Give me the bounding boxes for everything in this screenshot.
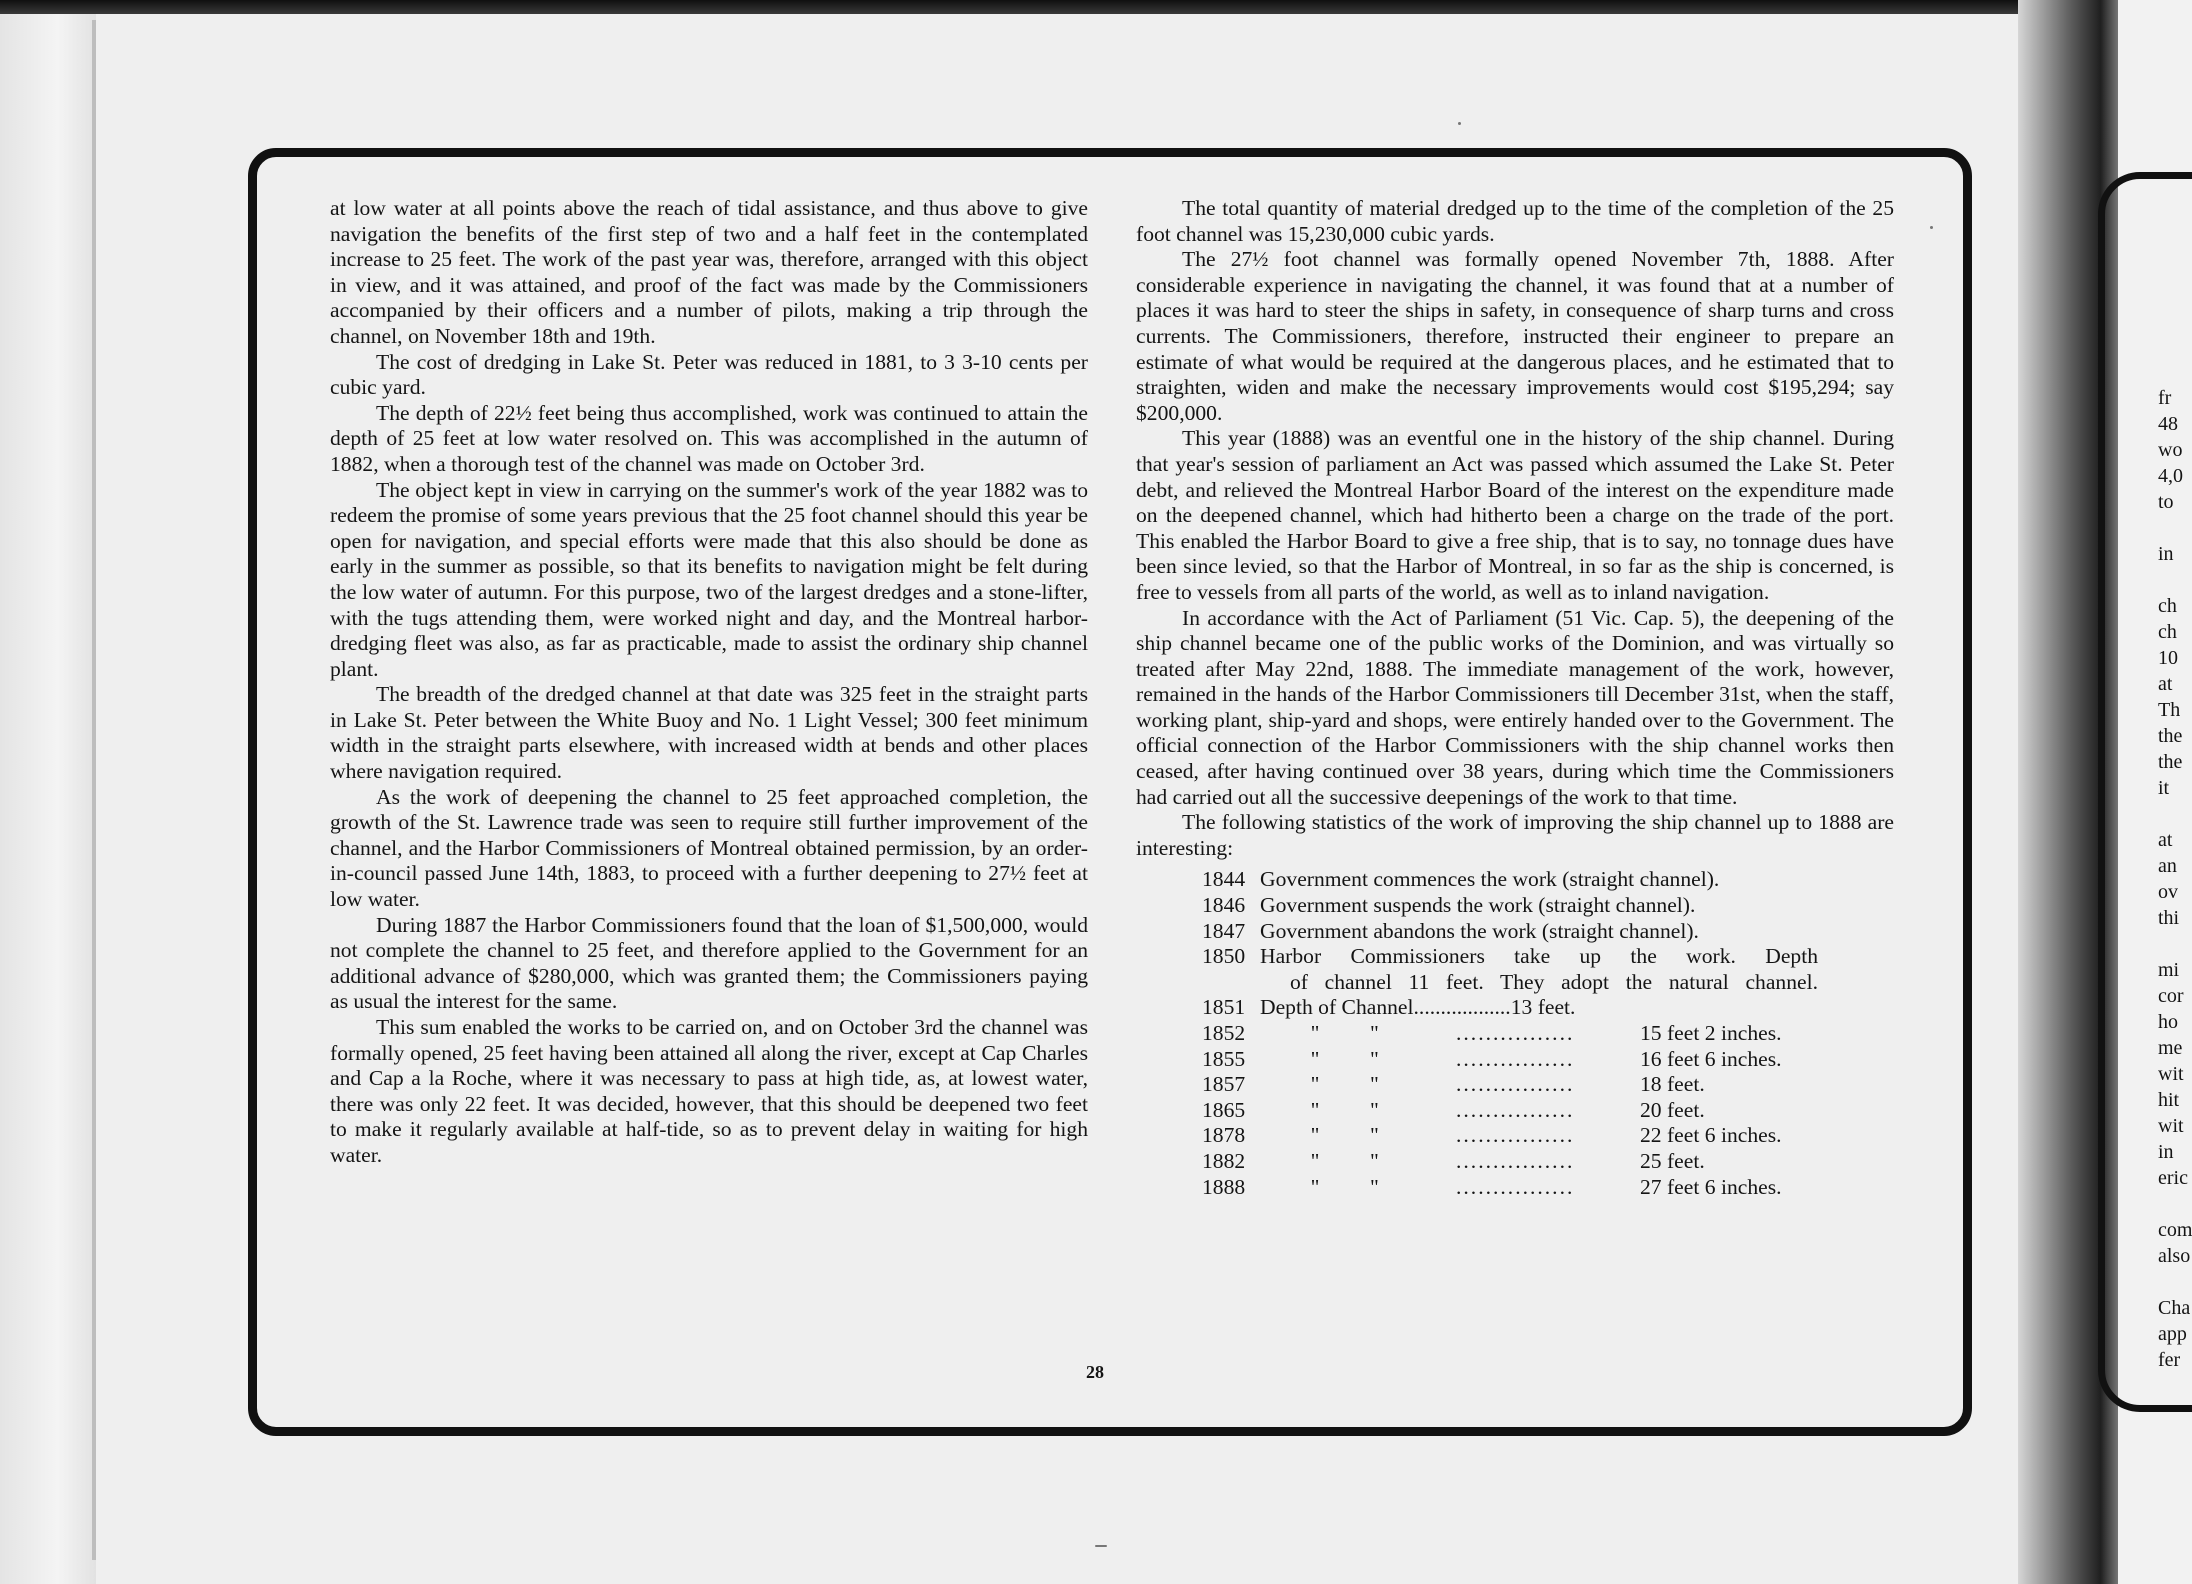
next-page-fragment: ch xyxy=(2158,621,2177,643)
next-page-fragment: wo xyxy=(2158,439,2183,461)
ditto-mark: " xyxy=(1310,1021,1320,1045)
right-column xyxy=(1136,196,1894,1200)
next-page-fragment: com xyxy=(2158,1219,2192,1241)
next-page-fragment: wit xyxy=(2158,1063,2184,1085)
next-page-fragment xyxy=(2158,931,2192,957)
paragraph: The 27½ foot channel was formally opened November 7th, 1888. After considerable experience in navigating the channel, it was found that at a number of places it was hard to steer the ships in safety, in consequence of sharp turns and cross currents. The Commissioners, therefore, instructed their engineer to prepare an estimate of what would be required at the dangerous places, and he estimated that to straighten, widen and make the necessary improvements would cost $195,294; say $200,000. xyxy=(1136,247,1894,425)
next-page-fragment: it xyxy=(2158,777,2170,799)
next-page-fragment: eric xyxy=(2158,1167,2188,1189)
ditto-mark: " xyxy=(1370,1072,1379,1097)
statistics-list xyxy=(1202,867,1818,1200)
statistics-depth-value: 13 feet. xyxy=(1510,995,1576,1020)
ditto-mark: " xyxy=(1370,1097,1379,1122)
ditto-mark: " xyxy=(1370,1148,1379,1173)
statistics-year: 1865 xyxy=(1202,1097,1246,1122)
next-page-fragment: the xyxy=(2158,725,2183,747)
statistics-depth-value: 18 feet. xyxy=(1640,1072,1705,1097)
next-page-fragment: app xyxy=(2158,1323,2187,1345)
leader-dots: ................ xyxy=(1456,1123,1575,1148)
ditto-mark: " xyxy=(1310,1046,1320,1071)
statistics-depth-value: 27 feet 6 inches. xyxy=(1640,1174,1782,1199)
statistics-depth-value: 20 feet. xyxy=(1640,1097,1705,1122)
next-page-fragment: the xyxy=(2158,751,2183,773)
paragraph: The object kept in view in carrying on the summer's work of the year 1882 was to redeem the promise of some years previous that the 25 foot channel should this year be open for navigation, and special efforts were made that this also should be done as early in the summer as possible, so that its benefits to navigation might be felt during the low water of autumn. For this purpose, two of the largest dredges and a stone-lifter, with the tugs attending them, were worked night and day, and the Montreal harbor-dredging fleet was also, as far as practicable, made to assist the ordinary ship channel plant. xyxy=(330,477,1088,681)
statistics-year: 1852 xyxy=(1202,1021,1246,1045)
next-page-fragment xyxy=(2158,1269,2192,1295)
next-page-fragment: in xyxy=(2158,1141,2174,1163)
scan-speck xyxy=(1458,122,1461,125)
statistics-row xyxy=(1202,1098,1818,1124)
paragraph: This year (1888) was an eventful one in the history of the ship channel. During that year's session of parliament an Act was passed which assumed the Lake St. Peter debt, and relieved the Montreal Harbor Board of the interest on the expenditure made on the deepened channel, which had hitherto been a charge on the trade of the port. This enabled the Harbor Board to give a free ship, that is to say, no tonnage dues have been since levied, so that the Harbor of Montreal, in so far as the ship is concerned, is free to vessels from all parts of the world, as well as to inland navigation. xyxy=(1136,426,1894,604)
ditto-mark: " xyxy=(1370,1046,1379,1071)
top-scan-band xyxy=(0,0,2192,14)
statistics-label: Depth of Channel xyxy=(1260,995,1414,1020)
statistics-event: Harbor Commissioners take up the work. Depth xyxy=(1260,944,1818,969)
statistics-row xyxy=(1202,893,1818,919)
left-column xyxy=(330,196,1088,1169)
statistics-row xyxy=(1202,867,1818,893)
next-page-fragment: an xyxy=(2158,855,2177,877)
ditto-mark: " xyxy=(1370,1021,1379,1045)
paragraph: The total quantity of material dredged up to the time of the completion of the 25 foot channel was 15,230,000 cubic yards. xyxy=(1136,196,1894,246)
left-margin-line xyxy=(92,20,96,1560)
next-page-fragment xyxy=(2158,515,2192,541)
next-page-fragment: me xyxy=(2158,1037,2183,1059)
next-page-fragment: ho xyxy=(2158,1011,2178,1033)
scan-speck xyxy=(1095,1545,1107,1547)
leader-dots: ................ xyxy=(1456,1046,1575,1071)
ditto-mark: " xyxy=(1310,1072,1320,1097)
paragraph: As the work of deepening the channel to 25 feet approached completion, the growth of the St. Lawrence trade was seen to require still further improvement of the channel, and the Harbor Commissioners of Montreal obtained permission, by an order-in-council passed June 14th, 1883, to proceed with a further deepening to 27½ feet at low water. xyxy=(330,784,1088,912)
paragraph: The following statistics of the work of improving the ship channel up to 1888 are interesting: xyxy=(1136,810,1894,860)
statistics-row xyxy=(1202,1175,1818,1201)
statistics-event: Government abandons the work (straight channel). xyxy=(1260,918,1699,943)
statistics-year: 1846 xyxy=(1202,893,1246,918)
next-page-fragment: to xyxy=(2158,491,2174,513)
next-page-fragment: cor xyxy=(2158,985,2184,1007)
next-page-fragment: 4,0 xyxy=(2158,465,2183,487)
leader-dots: ................ xyxy=(1456,1097,1575,1122)
next-page-fragment: fer xyxy=(2158,1349,2181,1371)
statistics-year: 1882 xyxy=(1202,1148,1246,1173)
next-page-fragment: Th xyxy=(2158,699,2181,721)
ditto-mark: " xyxy=(1370,1123,1379,1148)
statistics-depth-value: 16 feet 6 inches. xyxy=(1640,1046,1782,1071)
ditto-mark: " xyxy=(1310,1148,1320,1173)
ditto-mark: " xyxy=(1310,1123,1320,1148)
statistics-row xyxy=(1202,995,1818,1021)
leader-dots: .................. xyxy=(1413,995,1511,1020)
statistics-depth-value: 25 feet. xyxy=(1640,1148,1705,1173)
statistics-row xyxy=(1202,1021,1818,1047)
paragraph: During 1887 the Harbor Commissioners found that the loan of $1,500,000, would not complete the channel to 25 feet, and therefore applied to the Government for an additional advance of $280,000, which was granted them; the Commissioners paying as usual the interest for the same. xyxy=(330,912,1088,1014)
next-page-text-fragments xyxy=(2158,385,2192,1373)
next-page-fragment xyxy=(2158,1191,2192,1217)
statistics-event: Government suspends the work (straight channel). xyxy=(1260,893,1696,918)
statistics-event: Government commences the work (straight channel). xyxy=(1260,867,1720,892)
leader-dots: ................ xyxy=(1456,1021,1575,1045)
next-page-fragment xyxy=(2158,567,2192,593)
paragraph: The depth of 22½ feet being thus accomplished, work was continued to attain the depth of 25 feet at low water resolved on. This was accomplished in the autumn of 1882, when a thorough test of the channel was made on October 3rd. xyxy=(330,400,1088,476)
statistics-row xyxy=(1202,1149,1818,1175)
paragraph: This sum enabled the works to be carried on, and on October 3rd the channel was formally opened, 25 feet having been attained all along the river, except at Cap Charles and Cap a la Roche, where it was necessary to pass at high tide, as, at lowest water, there was only 22 feet. It was decided, however, that this should be deepened two feet to make it regularly available at half-tide, so as to prevent delay in waiting for high water. xyxy=(330,1015,1088,1167)
page-number: 28 xyxy=(1086,1362,1104,1382)
next-page-fragment: ch xyxy=(2158,595,2177,617)
next-page-fragment: at xyxy=(2158,829,2173,851)
next-page-fragment: also xyxy=(2158,1245,2191,1267)
statistics-year: 1847 xyxy=(1202,918,1246,943)
ditto-mark: " xyxy=(1310,1097,1320,1122)
statistics-year: 1855 xyxy=(1202,1046,1246,1071)
statistics-year: 1851 xyxy=(1202,995,1246,1020)
next-page-fragment: ov xyxy=(2158,881,2178,903)
statistics-row xyxy=(1202,919,1818,945)
next-page-fragment xyxy=(2158,801,2192,827)
next-page-fragment: at xyxy=(2158,673,2173,695)
scan-speck xyxy=(1930,226,1933,229)
leader-dots: ................ xyxy=(1456,1174,1575,1199)
statistics-row xyxy=(1202,1123,1818,1149)
statistics-year: 1888 xyxy=(1202,1174,1246,1199)
paragraph: In accordance with the Act of Parliament (51 Vic. Cap. 5), the deepening of the ship channel became one of the public works of the Dominion, and was virtually so treated after May 22nd, 1888. The immediate management of the work, however, remained in the hands of the Harbor Commissioners till December 31st, when the staff, working plant, ship-yard and shops, were entirely handed over to the Government. The official connection of the Harbor Commissioners with the ship channel works then ceased, after having continued over 38 years, during which time the Commissioners had carried out all the successive deepenings of the work to that time. xyxy=(1136,605,1894,809)
ditto-mark: " xyxy=(1310,1174,1320,1199)
next-page-fragment: hit xyxy=(2158,1089,2180,1111)
statistics-depth-value: 22 feet 6 inches. xyxy=(1640,1123,1782,1148)
next-page-fragment: 10 xyxy=(2158,647,2178,669)
statistics-row xyxy=(1202,944,1818,970)
statistics-year: 1857 xyxy=(1202,1072,1246,1097)
right-column-paragraphs xyxy=(1136,196,1894,861)
ditto-mark: " xyxy=(1370,1174,1379,1199)
statistics-row xyxy=(1202,1047,1818,1073)
paragraph: The breadth of the dredged channel at that date was 325 feet in the straight parts in Lake St. Peter between the White Buoy and No. 1 Light Vessel; 300 feet minimum width in the straight parts elsewhere, with increased width at bends and other places where navigation required. xyxy=(330,682,1088,784)
next-page-fragment: mi xyxy=(2158,959,2180,981)
next-page-fragment: Cha xyxy=(2158,1297,2191,1319)
next-page-fragment: thi xyxy=(2158,907,2180,929)
statistics-depth-value: 15 feet 2 inches. xyxy=(1640,1021,1782,1045)
statistics-year: 1878 xyxy=(1202,1123,1246,1148)
statistics-year: 1850 xyxy=(1202,944,1246,969)
leader-dots: ................ xyxy=(1456,1072,1575,1097)
next-page-fragment: fr xyxy=(2158,387,2172,409)
statistics-row xyxy=(1202,1072,1818,1098)
leader-dots: ................ xyxy=(1456,1148,1575,1173)
paragraph: The cost of dredging in Lake St. Peter was reduced in 1881, to 3 3-10 cents per cubic yard. xyxy=(330,349,1088,400)
next-page-fragment: 48 xyxy=(2158,413,2178,435)
paragraph: at low water at all points above the reach of tidal assistance, and thus above to give navigation the benefits of the first step of two and a half feet in the contemplated increase to 25 feet. The work of the past year was, therefore, arranged with this object in view, and it was attained, and proof of the fact was made by the Commissioners accompanied by their officers and a number of pilots, making a trip through the channel, on November 18th and 19th. xyxy=(330,196,1088,348)
left-page-edge xyxy=(0,0,96,1584)
next-page-fragment: wit xyxy=(2158,1115,2184,1137)
next-page-fragment: in xyxy=(2158,543,2174,565)
statistics-event-continuation: of channel 11 feet. They adopt the natural channel. xyxy=(1290,969,1818,994)
statistics-year: 1844 xyxy=(1202,867,1246,892)
